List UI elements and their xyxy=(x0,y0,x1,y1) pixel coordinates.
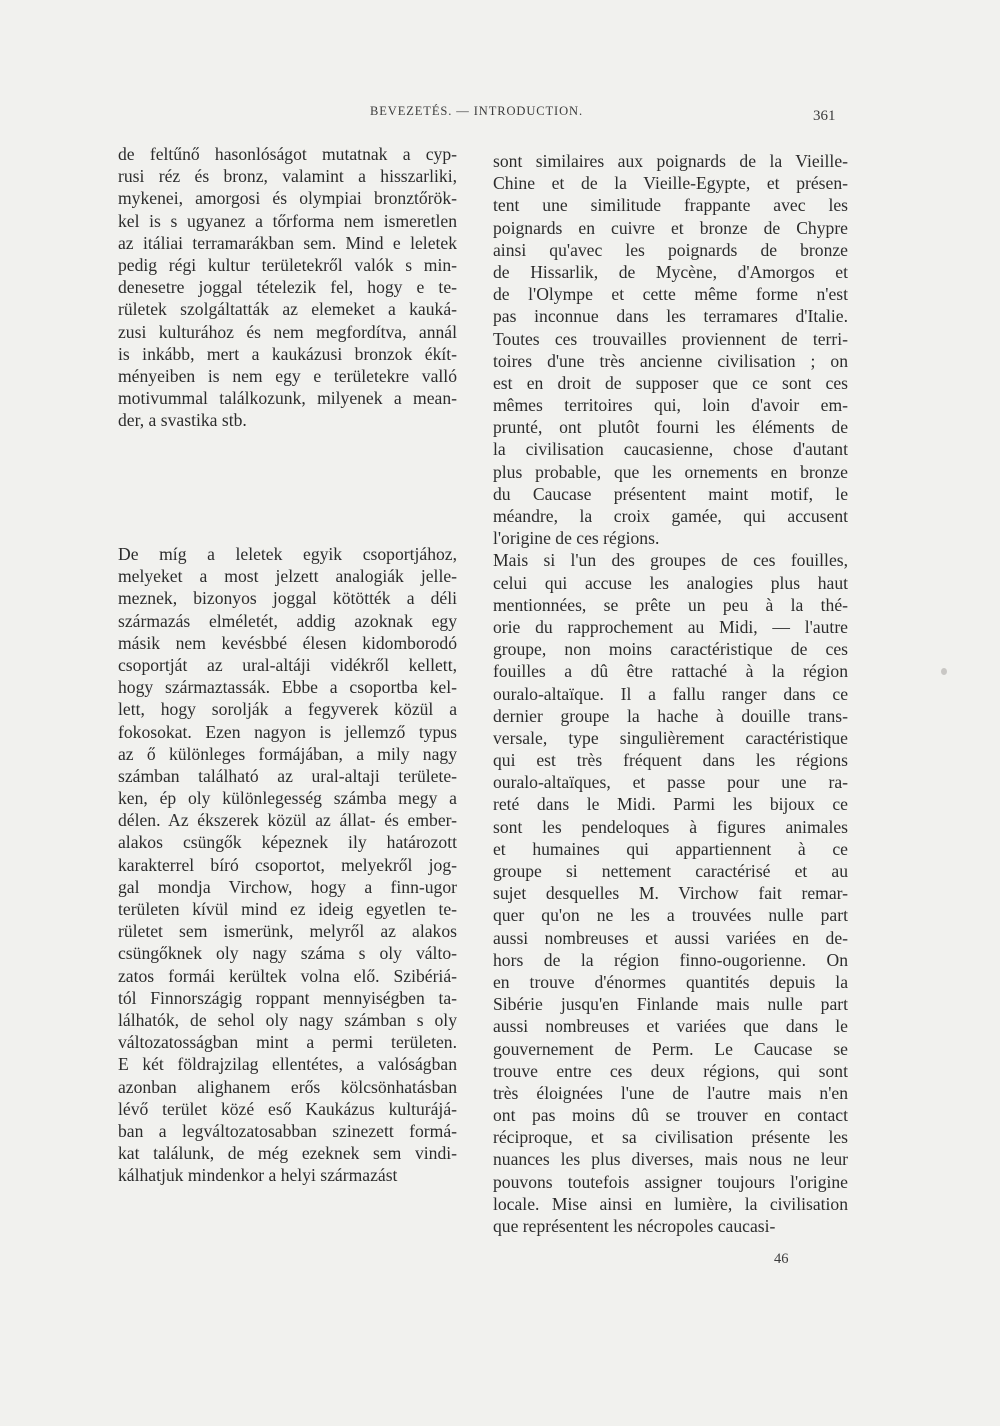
text-line: zusi kulturához és nem megfordítva, annál xyxy=(118,321,457,342)
text-line: trouve entre ces deux régions, qui sont xyxy=(493,1060,848,1081)
text-line: változatosságban mint a permi területen. xyxy=(118,1032,457,1053)
text-line: hors de la région finno-ougorienne. On xyxy=(493,949,848,970)
text-line: motivummal találkozunk, milyenek a mean- xyxy=(118,388,457,409)
text-line: méandre, la croix gamée, qui accusent xyxy=(493,506,848,526)
text-line: réciproque, et sa civilisation présente les xyxy=(493,1127,848,1148)
text-line: plus probable, que les ornements en bronze xyxy=(493,461,848,482)
text-line: aussi nombreuses et aussi variées en de- xyxy=(493,927,848,948)
text-line: ont pas moins dû se trouver en contact xyxy=(493,1105,848,1126)
text-line: lett, hogy sorolják a fegyverek közül a xyxy=(118,699,457,720)
text-line: que représentent les nécropoles caucasi- xyxy=(493,1216,776,1236)
text-line: sont les pendeloques à figures animales xyxy=(493,816,848,837)
text-line: qui est très fréquent dans les régions xyxy=(493,750,848,771)
text-line: lálhatók, de sehol oly nagy számban s oly xyxy=(118,1009,457,1030)
text-line: azonban alighanem erős kölcsönhatásban xyxy=(118,1076,457,1097)
text-line: hogy származtassák. Ebbe a csoportba kel- xyxy=(118,677,457,698)
text-line: csoportját az ural-altáji vidékről kellett, xyxy=(118,654,457,675)
sheet-signature: 46 xyxy=(774,1251,789,1267)
text-line: orie du rapprochement au Midi, — l'autre xyxy=(493,616,848,637)
text-line: est en droit de supposer que ce sont ces xyxy=(493,372,848,393)
text-line: la civilisation caucasienne, chose d'autant xyxy=(493,439,848,460)
text-line: zatos formái kerültek volna elő. Szibériá- xyxy=(118,965,457,986)
text-line: területen kívül mind ez ideig egyetlen te- xyxy=(118,899,457,919)
text-line: groupe, non moins caractéristique de ces xyxy=(493,639,848,660)
text-line: rusi réz és bronz, valamint a hisszarliki, xyxy=(118,166,457,187)
text-line: Sibérie jusqu'en Finlande mais nulle part xyxy=(493,994,848,1015)
text-line: de l'Olympe et cette même forme n'est xyxy=(493,284,848,305)
running-head: BEVEZETÉS. — INTRODUCTION. xyxy=(370,104,583,118)
text-line: melyeket a most jelzett analogiák jelle- xyxy=(118,566,457,587)
text-line: de feltűnő hasonlóságot mutatnak a cyp- xyxy=(118,144,457,164)
text-line: származás elméletét, addig azoknak egy xyxy=(118,610,457,631)
text-line: versale, type singulièrement caractéristique xyxy=(493,727,848,748)
text-line: ouralo-altaïques, et passe pour une ra- xyxy=(493,772,848,793)
text-line: alakos csüngők képeznek ily határozott xyxy=(118,832,457,853)
text-line: Mais si l'un des groupes de ces fouilles, xyxy=(493,550,848,571)
text-line: l'origine de ces régions. xyxy=(493,528,660,549)
text-line: très éloignées l'une de l'autre mais n'en xyxy=(493,1082,848,1103)
text-line: az itáliai terramarákban sem. Mind e leletek xyxy=(118,232,457,253)
text-line: csüngőknek oly nagy száma s oly válto- xyxy=(118,943,457,964)
text-line: toires d'une très ancienne civilisation ; on xyxy=(493,350,848,371)
text-line: az ő különleges formájában, a mily nagy xyxy=(118,743,457,764)
text-line: groupe si nettement caractérisé et au xyxy=(493,861,848,881)
page-number: 361 xyxy=(813,108,836,124)
text-line: der, a svastika stb. xyxy=(118,410,247,431)
text-line: aussi nombreuses et variées que dans le xyxy=(493,1016,848,1037)
text-line: du Caucase présentent maint motif, le xyxy=(493,483,848,504)
text-line: pouvons toutefois assigner toujours l'origine xyxy=(493,1171,848,1192)
text-line: délen. Az ékszerek közül az állat- és ember- xyxy=(118,810,457,831)
text-line: denesetre joggal tételezik fel, hogy e te- xyxy=(118,277,457,298)
text-line: E két földrajzilag ellentétes, a valóságban xyxy=(118,1054,457,1075)
text-line: ban a legváltozatosabban szinezett formá- xyxy=(118,1120,457,1141)
text-line: De míg a leletek egyik csoportjához, xyxy=(118,544,457,564)
text-line: ainsi qu'avec les poignards de bronze xyxy=(493,239,848,260)
paper-speck xyxy=(941,668,947,675)
text-line: rületek szolgáltatták az elemeket a kauká- xyxy=(118,299,457,320)
text-line: prunté, ont plutôt fourni les éléments de xyxy=(493,417,848,438)
text-line: Toutes ces trouvailles proviennent de terri- xyxy=(493,328,848,349)
text-line: en trouve d'énormes quantités depuis la xyxy=(493,971,848,992)
text-line: Chine et de la Vieille-Egypte, et présen- xyxy=(493,173,848,194)
text-line: gal mondja Virchow, hogy a finn-ugor xyxy=(118,876,457,897)
text-line: meznek, bizonyos joggal kötötték a déli xyxy=(118,588,457,609)
text-line: ken, ép oly különlegesség számba megy a xyxy=(118,788,457,809)
text-line: celui qui accuse les analogies plus haut xyxy=(493,572,848,593)
text-line: karakterrel bíró csoportot, melyekről jog- xyxy=(118,854,457,875)
text-line: quer qu'on ne les a trouvées nulle part xyxy=(493,905,848,926)
text-line: pedig régi kultur területekről valók s min- xyxy=(118,254,457,275)
text-line: kel is s ugyanez a tőrforma nem ismeretlen xyxy=(118,210,457,231)
text-line: fokosokat. Ezen nagyon is jellemző typus xyxy=(118,721,457,742)
french-column xyxy=(493,150,848,1237)
text-line: sont similaires aux poignards de la Vieille- xyxy=(493,151,848,171)
text-line: tól Finnországig roppant mennyiségben ta- xyxy=(118,987,457,1008)
text-line: másik nem kevésbbé élesen kidomborodó xyxy=(118,632,457,653)
text-line: mykenei, amorgosi és olympiai bronztőrök- xyxy=(118,188,457,209)
text-line: locale. Mise ainsi en lumière, la civilisation xyxy=(493,1193,848,1214)
text-line: ményeiben is nem egy e területekre valló xyxy=(118,365,457,386)
text-line: et humaines qui appartiennent à ce xyxy=(493,838,848,859)
text-line: dernier groupe la hache à douille trans- xyxy=(493,705,848,726)
text-line: tent une similitude frappante avec les xyxy=(493,195,848,216)
text-line: is inkább, mert a kaukázusi bronzok ékít- xyxy=(118,343,457,364)
text-line: mêmes territoires qui, loin d'avoir em- xyxy=(493,395,848,416)
text-line: mentionnées, se prête un peu à la thé- xyxy=(493,594,848,615)
text-line: de Hissarlik, de Mycène, d'Amorgos et xyxy=(493,261,848,282)
hungarian-paragraph-2 xyxy=(118,543,457,1186)
text-line: kat találunk, de még ezeknek sem vindi- xyxy=(118,1143,457,1164)
text-line: fouilles a dû être rattaché à la région xyxy=(493,661,848,682)
text-line: nuances les plus diverses, mais nous ne leur xyxy=(493,1149,848,1170)
text-line: reté dans le Midi. Parmi les bijoux ce xyxy=(493,794,848,815)
hungarian-paragraph-1 xyxy=(118,143,457,431)
text-line: pas inconnue dans les terramares d'Italie. xyxy=(493,306,848,327)
text-line: sujet desquelles M. Virchow fait remar- xyxy=(493,883,848,904)
text-line: rületet sem ismerünk, melyről az alakos xyxy=(118,921,457,942)
text-line: számban található az ural-altaji területe- xyxy=(118,765,457,786)
text-line: lévő terület közé eső Kaukázus kulturájá- xyxy=(118,1098,457,1119)
text-line: poignards en cuivre et bronze de Chypre xyxy=(493,217,848,238)
text-line: ouralo-altaïque. Il a fallu ranger dans ce xyxy=(493,683,848,704)
text-line: gouvernement de Perm. Le Caucase se xyxy=(493,1038,848,1059)
text-line: kálhatjuk mindenkor a helyi származást xyxy=(118,1165,398,1186)
page-header xyxy=(0,104,1000,126)
